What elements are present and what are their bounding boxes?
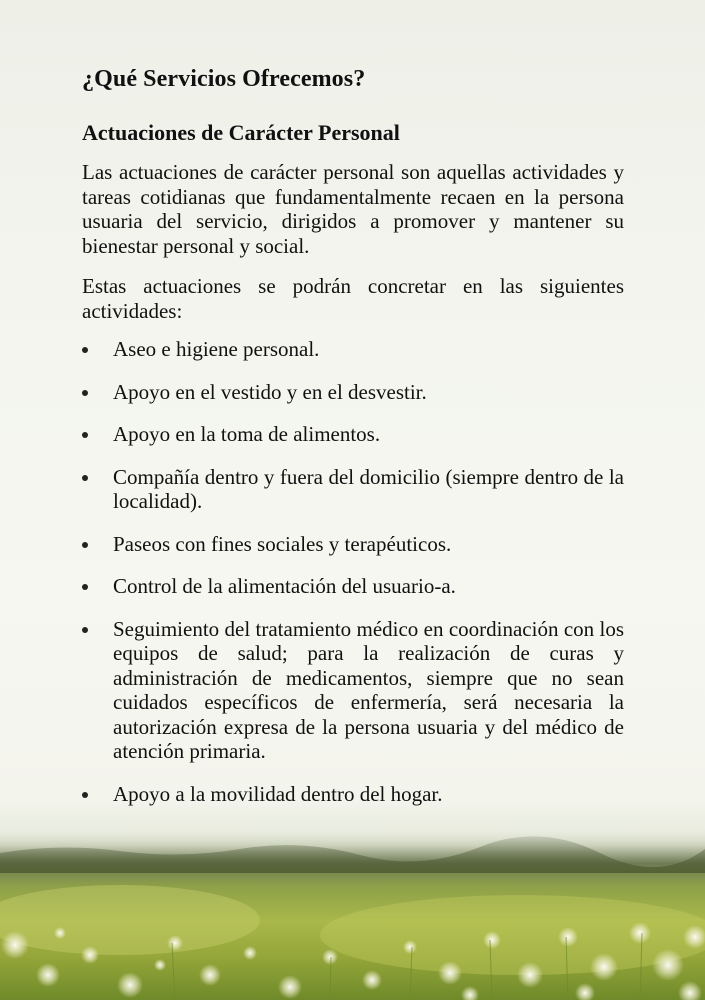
meadow-illustration <box>0 825 705 1000</box>
list-item-text: Paseos con fines sociales y terapéuticos. <box>113 531 452 556</box>
list-item <box>82 617 624 764</box>
bullet-icon <box>82 792 88 798</box>
list-item <box>82 337 624 362</box>
list-item-text: Seguimiento del tratamiento médico en coordinación con los equipos de salud; para la realización de curas y administración de medicamentos, siempre que no sean cuidados específicos de enfermería, será necesaria la autorización expresa de la persona usuaria y del médico de atención primaria. <box>113 616 624 763</box>
activities-list <box>82 337 624 806</box>
list-item-text: Aseo e higiene personal. <box>113 337 320 361</box>
bullet-icon <box>82 347 88 353</box>
meadow-background-image <box>0 825 705 1000</box>
content-column <box>82 62 624 824</box>
list-item <box>82 532 624 557</box>
list-item-text: Control de la alimentación del usuario-a. <box>113 574 456 598</box>
list-item-text: Apoyo a la movilidad dentro del hogar. <box>113 781 443 806</box>
intro-paragraph: Las actuaciones de carácter personal son aquellas actividades y tareas cotidianas que fundamentalmente recaen en la persona usuaria del servicio, dirigidos a promover y mantener su bienestar personal y social. <box>82 160 624 258</box>
list-item-text: Apoyo en la toma de alimentos. <box>113 422 381 446</box>
bullet-icon <box>82 432 88 438</box>
list-item <box>82 574 624 599</box>
section-heading: Actuaciones de Carácter Personal <box>82 120 400 145</box>
list-item-text: Compañía dentro y fuera del domicilio (siempre dentro de la localidad). <box>113 464 624 513</box>
bullet-icon <box>82 542 88 548</box>
list-item <box>82 782 624 807</box>
bullet-icon <box>82 584 88 590</box>
list-item <box>82 465 624 514</box>
page-title: ¿Qué Servicios Ofrecemos? <box>82 66 366 92</box>
bullet-icon <box>82 390 88 396</box>
bullet-icon <box>82 627 88 633</box>
list-item <box>82 422 624 447</box>
list-item <box>82 380 624 405</box>
activities-intro-paragraph: Estas actuaciones se podrán concretar en las siguientes actividades: <box>82 274 624 323</box>
list-item-text: Apoyo en el vestido y en el desvestir. <box>113 379 427 404</box>
bullet-icon <box>82 475 88 481</box>
